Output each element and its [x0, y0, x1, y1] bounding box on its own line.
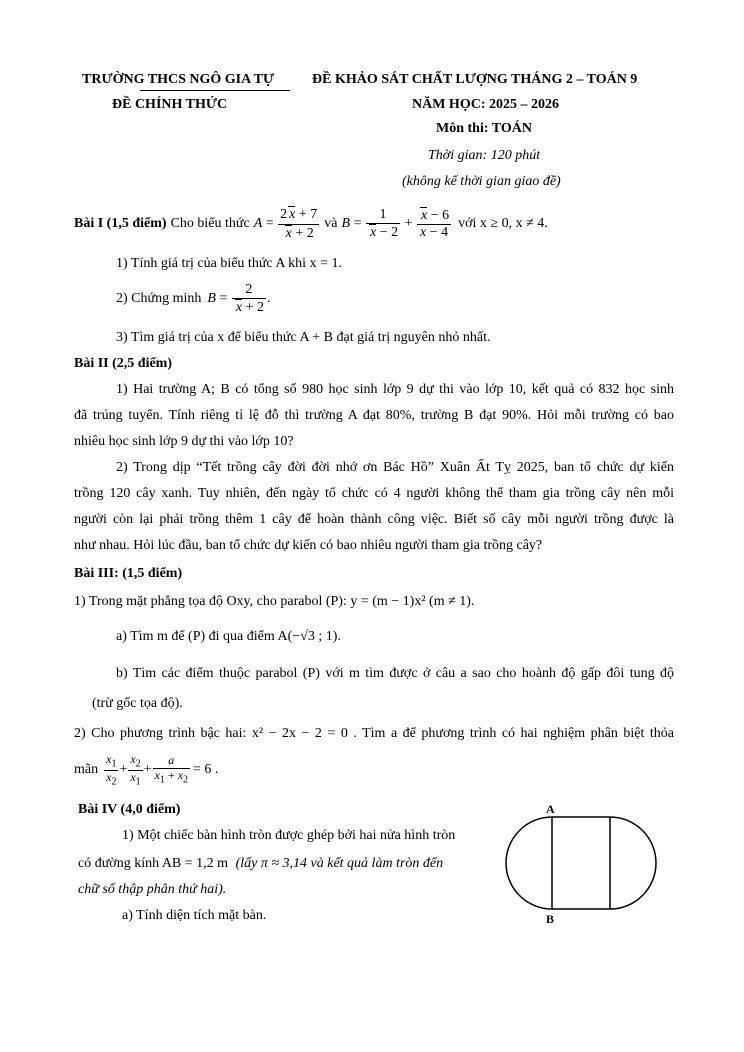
school-underline: [140, 90, 290, 91]
fraction-x1-x2: $\frac{x_1}{x_2}$: [106, 751, 117, 787]
bai3-title: Bài III: (1,5 điểm): [74, 566, 183, 581]
bai2-p1-line1: 1) Hai trường A; B có tổng số 980 học sinh lớp 9 dự thi vào lớp 10, kết quả có 832 học sinh: [116, 382, 674, 397]
bai4-title: Bài IV (4,0 điểm): [78, 802, 181, 817]
bai2-p2-line1: 2) Trong dịp “Tết trồng cây đời đời nhớ ơn Bác Hồ” Xuân Ất Tỵ 2025, ban tổ chức dự kiến: [116, 460, 674, 475]
bai3-p2-line1: 2) Cho phương trình bậc hai: x² − 2x − 2 = 0 . Tìm a để phương trình có hai nghiệm phân biệt thỏa: [74, 726, 674, 741]
bai4-line2: có đường kính AB = 1,2 m (lấy π ≈ 3,14 và kết quả làm tròn đến: [78, 856, 444, 871]
fraction-B-proof: $\frac{2}{x + 2}$: [232, 282, 266, 316]
school-year: NĂM HỌC: 2025 – 2026: [412, 97, 559, 112]
bai1-q2: 2) Chứng minh B = $\frac{2}{x + 2}$ .: [116, 281, 271, 315]
label-B: B: [546, 912, 555, 926]
bai4-line1: 1) Một chiếc bàn hình tròn được ghép bởi hai nửa hình tròn: [122, 828, 456, 843]
subject: Môn thi: TOÁN: [436, 121, 532, 136]
bai2-title: Bài II (2,5 điểm): [74, 356, 172, 371]
bai1-q3: 3) Tìm giá trị của x để biểu thức A + B đạt giá trị nguyên nhỏ nhất.: [116, 330, 491, 345]
bai2-p2-line4: như nhau. Hỏi lúc đầu, ban tổ chức dự kiến có bao nhiêu người tham gia trồng cây?: [74, 538, 543, 553]
bai1-statement: Bài I (1,5 điểm) Cho biểu thức A = $\frac{2 x + 7}{x + 2}$ và B = $\frac{1}{x - 2}$ + $\frac{x - 6}{x - 4}$ với x ≥ 0, x ≠ 4.: [74, 206, 548, 241]
fraction-A: $\frac{2 x + 7}{x + 2}$: [280, 207, 318, 241]
label-A: A: [546, 802, 555, 816]
bai1-intro: Cho biểu thức: [170, 216, 250, 231]
fraction-B2: $\frac{x - 6}{x - 4}$: [417, 207, 451, 241]
bai3-b-line2: (trừ gốc tọa độ).: [92, 696, 183, 711]
fraction-x2-x1: $\frac{x_2}{x_1}$: [130, 751, 141, 787]
bai1-condition: với x ≥ 0, x ≠ 4.: [458, 216, 548, 231]
table-outline: [506, 817, 656, 909]
bai1-title: Bài I (1,5 điểm): [74, 216, 167, 231]
school-name: TRƯỜNG THCS NGÔ GIA TỰ: [82, 72, 275, 87]
fraction-B1: $\frac{1}{x - 2}$: [366, 207, 400, 241]
bai4-a: a) Tính diện tích mặt bàn.: [122, 908, 267, 923]
bai3-b-line1: b) Tìm các điểm thuộc parabol (P) với m tìm được ở câu a sao cho hoành độ gấp đôi tung độ: [116, 666, 674, 681]
bai3-p1: 1) Trong mặt phẳng tọa độ Oxy, cho parabol (P): y = (m − 1)x² (m ≠ 1).: [74, 594, 475, 609]
bai2-p2-line3: người còn lại phải trồng thêm 1 cây để hoàn thành công việc. Biết số cây mỗi người trồng được là: [74, 512, 674, 527]
official-label: ĐỀ CHÍNH THỨC: [112, 97, 228, 112]
exam-title: ĐỀ KHẢO SÁT CHẤT LƯỢNG THÁNG 2 – TOÁN 9: [312, 72, 638, 87]
table-figure: [500, 800, 660, 930]
fraction-a-sum: $\frac{a}{x_1 + x_2}$: [154, 753, 189, 786]
bai4-line3: chữ số thập phân thứ hai).: [78, 882, 227, 897]
duration: Thời gian: 120 phút: [428, 148, 541, 163]
bai3-p2-line2: mãn $\frac{x_1}{x_2}$ + $\frac{x_2}{x_1}$ + $\frac{a}{x_1 + x_2}$ = 6 .: [74, 751, 219, 787]
bai3-a: a) Tìm m để (P) đi qua điểm A(−√3 ; 1).: [116, 629, 341, 644]
duration-note: (không kể thời gian giao đề): [402, 174, 561, 189]
bai2-p2-line2: trồng 120 cây xanh. Tuy nhiên, đến ngày tổ chức có 4 người không thể tham gia trồng cây nên mỗi: [74, 486, 674, 501]
bai1-q1: 1) Tính giá trị của biểu thức A khi x = 1.: [116, 256, 342, 271]
bai2-p1-line3: nhiêu học sinh lớp 9 dự thi vào lớp 10?: [74, 434, 294, 449]
bai2-p1-line2: đã trúng tuyển. Tính riêng tỉ lệ đỗ thì trường A đạt 80%, trường B đạt 90%. Hỏi mỗi trường có bao: [74, 408, 674, 423]
